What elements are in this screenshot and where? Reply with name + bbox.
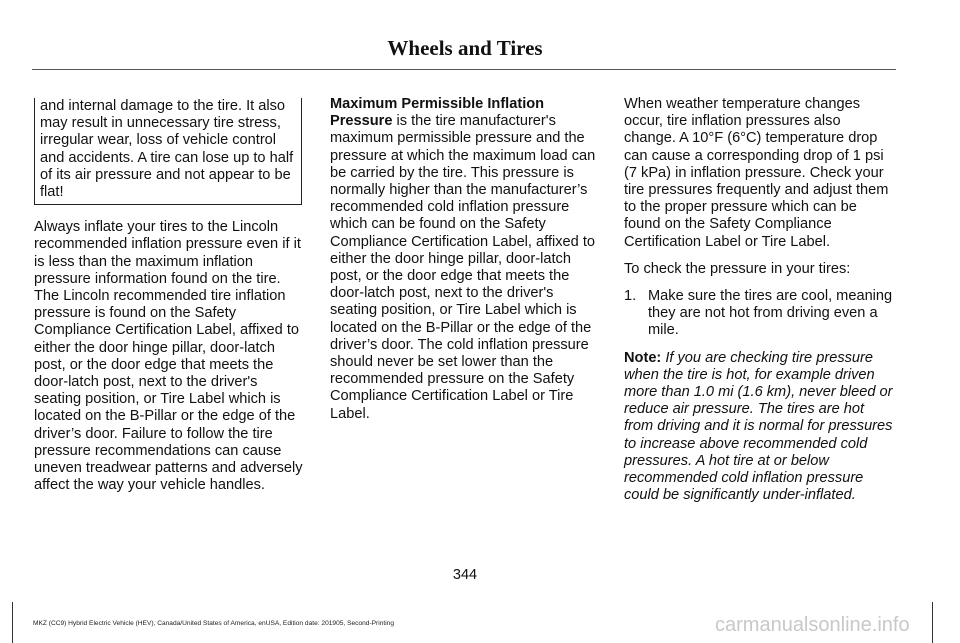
watermark: carmanualsonline.info <box>715 614 910 636</box>
crop-mark-right <box>932 602 933 643</box>
max-pressure-term: Maximum Permissible Inflation Pressure <box>330 96 545 130</box>
warning-text: and internal damage to the tire. It also may result in unnecessary tire stress, irregular wear, loss of vehicle control and accidents. A tire can lose up to half of its air pressure and not appear to be flat! <box>40 98 294 201</box>
max-pressure-paragraph <box>330 96 600 423</box>
page-number: 344 <box>452 567 478 583</box>
header-divider <box>32 69 896 70</box>
footer-text: MKZ (CC9) Hybrid Electric Vehicle (HEV), Canada/United States of America, enUSA, Edition date: 201905, Second-Printing <box>33 620 394 627</box>
max-pressure-definition: is the tire manufacturer's maximum permissible pressure and the pressure at which the maximum load can be carried by the tire. This pressure is normally higher than the manufacturer’s recommended cold inflation pressure which can be found on the Safety Compliance Certification Label, affixed to either the door hinge pillar, door-latch post, or the door edge that meets the door-latch post, next to the driver's seating position, or Tire Label which is located on the B-Pillar or the edge of the driver’s door. The cold inflation pressure should never be set lower than the recommended pressure on the Safety Compliance Certification Label or Tire Label. <box>330 113 596 422</box>
column-1 <box>34 96 304 504</box>
list-item-text: Make sure the tires are cool, meaning they are not hot from driving even a mile. <box>648 288 893 339</box>
check-pressure-intro: To check the pressure in your tires: <box>624 260 851 277</box>
note-label: Note: <box>624 349 662 366</box>
inflation-paragraph: Always inflate your tires to the Lincoln recommended inflation pressure even if it is less than the maximum inflation pressure information found on the tire. The Lincoln recommended tire inflation pressure is found on the Safety Compliance Certification Label, affixed to either the door hinge pillar, door-latch post, or the door edge that meets the door-latch post, next to the driver's seating position, or Tire Label which is located on the B-Pillar or the edge of the driver’s door. Failure to follow the tire pressure recommendations can cause uneven treadwear patterns and adversely affect the way your vehicle handles. <box>34 219 303 494</box>
temperature-paragraph: When weather temperature changes occur, tire inflation pressures also change. A 10°F (6°C) temperature drop can cause a corresponding drop of 1 psi (7 kPa) in inflation pressure. Check your tire pressures frequently and adjust them to the proper pressure which can be found on the Safety Compliance Certification Label or Tire Label. <box>624 96 889 250</box>
crop-mark-left <box>12 602 13 643</box>
list-item <box>624 288 894 340</box>
warning-box <box>34 98 302 205</box>
note-paragraph <box>624 350 894 505</box>
column-3 <box>624 96 894 514</box>
note-text: If you are checking tire pressure when the tire is hot, for example driven more than 1.0 mi (1.6 km), never bleed or reduce air pressure. The tires are hot from driving and it is normal for pressures to increase above recommended cold pressures. A hot tire at or below recommended cold inflation pressure could be significantly under-inflated. <box>624 349 893 504</box>
column-2 <box>330 96 600 433</box>
page-title: Wheels and Tires <box>387 36 543 60</box>
list-item-number: 1. <box>624 288 637 305</box>
